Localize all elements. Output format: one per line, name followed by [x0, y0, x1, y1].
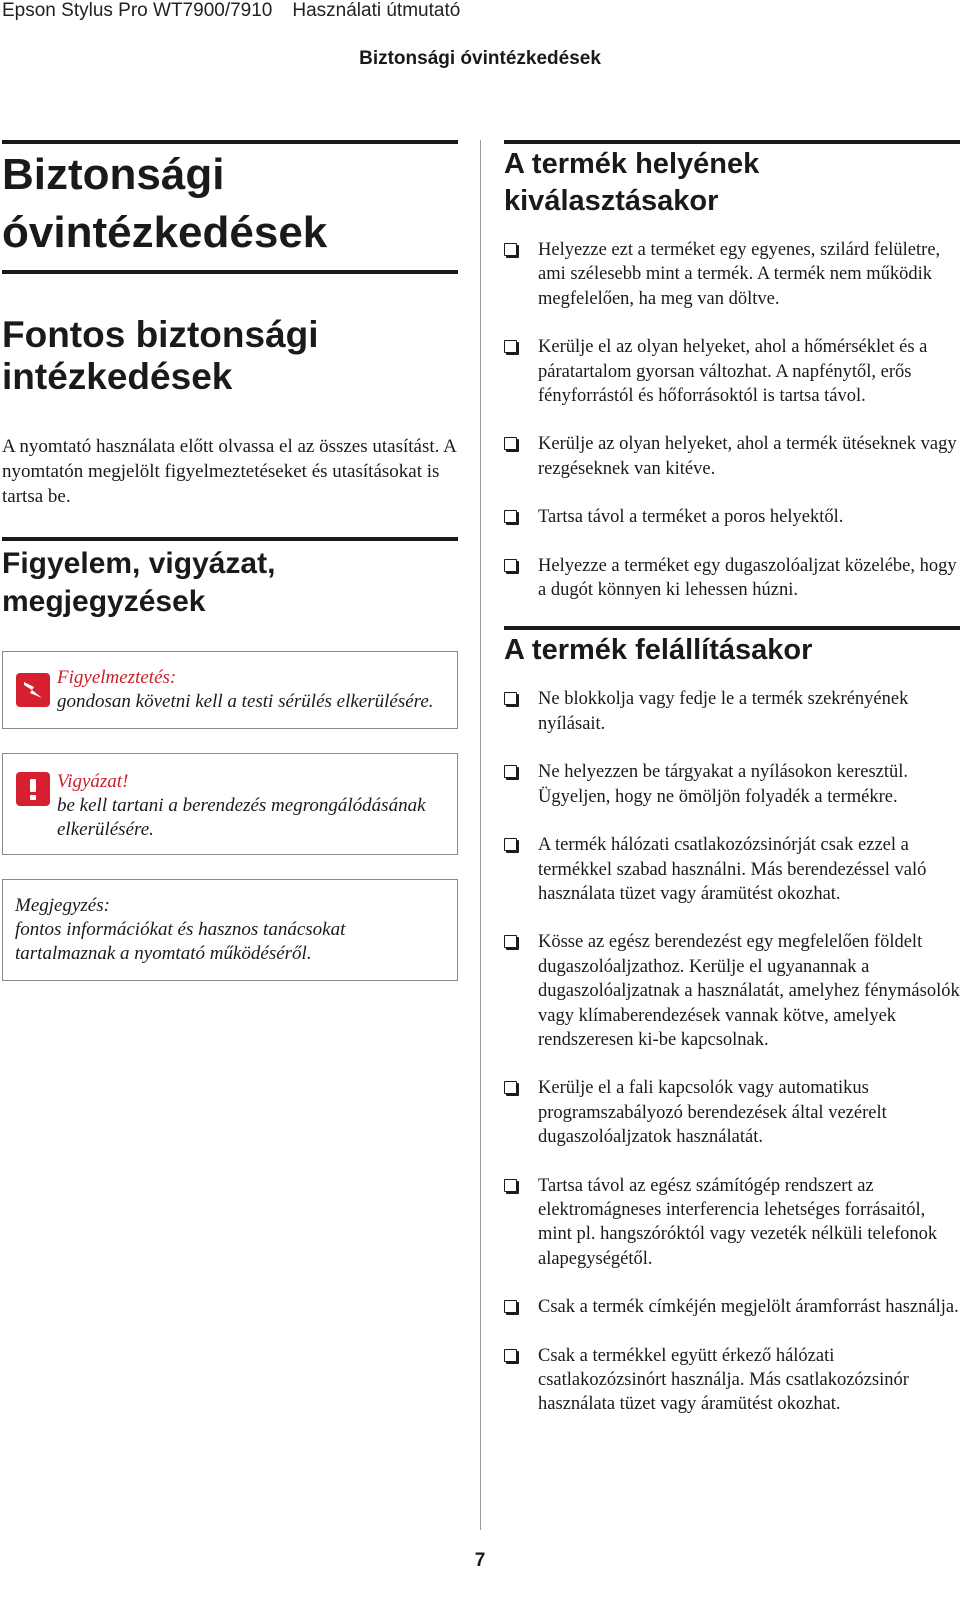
- list-item: Csak a termék címkéjén megjelölt áramforrást használja.: [504, 1295, 960, 1319]
- list-item: A termék hálózati csatlakozózsinórját csak ezzel a termékkel szabad használni. Más berendezéssel való használata tüzet vagy áramütést okozhat.: [504, 833, 960, 906]
- list-item: Helyezze ezt a terméket egy egyenes, szilárd felületre, ami szélesebb mint a termék. A termék nem működik megfelelően, ha meg van döltve.: [504, 238, 960, 311]
- list-item: Tartsa távol az egész számítógép rendszert az elektromágneses interferencia lehetséges forrásaitól, mint pl. hangszóróktól vagy vezeték nélküli telefonok alapegységétől.: [504, 1174, 960, 1272]
- warning-box: [2, 651, 458, 729]
- setup-heading: A termék felállításakor: [504, 634, 813, 667]
- checkbox-bullet-icon: [504, 838, 517, 851]
- section-title: Fontos biztonsági intézkedések: [2, 314, 319, 397]
- exclamation-icon: [16, 772, 50, 806]
- list-item: Kösse az egész berendezést egy megfelelően földelt dugaszolóaljzathoz. Kerülje el ugyanannak a dugaszolóaljzatnak a használatát, amelyhez fénymásolók vagy klímaberendezések vannak kötve, amelyek rendszeresen ki-be kapcsolnak.: [504, 930, 960, 1052]
- checkbox-bullet-icon: [504, 935, 517, 948]
- caution-text-line1: be kell tartani a berendezés megrongálódásának: [57, 795, 426, 816]
- intro-paragraph: A nyomtató használata előtt olvassa el az összes utasítást. A nyomtatón megjelölt figyelmeztetéseket és utasításokat is tartsa be.: [2, 436, 456, 507]
- checkbox-bullet-icon: [504, 765, 517, 778]
- product-name: Epson Stylus Pro WT7900/7910: [2, 0, 273, 21]
- checkbox-bullet-icon: [504, 1300, 517, 1313]
- note-title: Megjegyzés:: [15, 895, 110, 916]
- high-voltage-warning-icon: [16, 673, 50, 707]
- setup-list: [504, 687, 960, 1416]
- warning-title: Figyelmeztetés:: [57, 667, 177, 688]
- checkbox-bullet-icon: [504, 243, 517, 256]
- list-item: Kerülje az olyan helyeket, ahol a termék ütéseknek vagy rezgéseknek van kitéve.: [504, 432, 960, 481]
- caution-title: Vigyázat!: [57, 771, 129, 792]
- checkbox-bullet-icon: [504, 1349, 517, 1362]
- notices-title: Figyelem, vigyázat, megjegyzések: [2, 547, 276, 618]
- column-divider: [480, 140, 481, 1530]
- right-column: [504, 140, 960, 1441]
- list-item: Ne helyezzen be tárgyakat a nyílásokon keresztül. Ügyeljen, hogy ne ömöljön folyadék a termékre.: [504, 760, 960, 809]
- checkbox-bullet-icon: [504, 437, 517, 450]
- caution-box: [2, 753, 458, 855]
- left-column: [2, 140, 458, 981]
- running-header: [2, 0, 460, 22]
- list-item: Tartsa távol a terméket a poros helyektől.: [504, 505, 960, 529]
- warning-text: gondosan követni kell a testi sérülés elkerülésére.: [57, 691, 434, 712]
- section-header: Biztonsági óvintézkedések: [359, 48, 601, 69]
- checkbox-bullet-icon: [504, 1081, 517, 1094]
- checkbox-bullet-icon: [504, 692, 517, 705]
- note-text-line1: fontos információkat és hasznos tanácsokat: [15, 919, 346, 940]
- list-item: Csak a termékkel együtt érkező hálózati csatlakozózsinórt használja. Más csatlakozózsinór használata tüzet vagy áramütést okozhat.: [504, 1344, 960, 1417]
- checkbox-bullet-icon: [504, 510, 517, 523]
- guide-title: Használati útmutató: [292, 0, 461, 21]
- checkbox-bullet-icon: [504, 340, 517, 353]
- placement-list: [504, 238, 960, 602]
- chapter-title: Biztonsági óvintézkedések: [2, 150, 328, 257]
- checkbox-bullet-icon: [504, 1179, 517, 1192]
- placement-heading: A termék helyének kiválasztásakor: [504, 148, 760, 217]
- caution-text-line2: elkerülésére.: [57, 819, 154, 840]
- list-item: Kerülje el a fali kapcsolók vagy automatikus programszabályozó berendezések által vezérelt dugaszolóaljzatok használatát.: [504, 1076, 960, 1149]
- checkbox-bullet-icon: [504, 559, 517, 572]
- list-item: Kerülje el az olyan helyeket, ahol a hőmérséklet és a páratartalom gyorsan változhat. A napfénytől, erős fényforrástól és hőforrásoktól is tartsa távol.: [504, 335, 960, 408]
- list-item: Ne blokkolja vagy fedje le a termék szekrényének nyílásait.: [504, 687, 960, 736]
- rule: [2, 270, 458, 274]
- list-item: Helyezze a terméket egy dugaszolóaljzat közelébe, hogy a dugót könnyen ki lehessen húzni.: [504, 554, 960, 603]
- note-box: [2, 879, 458, 981]
- page-number: 7: [474, 1550, 486, 1571]
- note-text-line2: tartalmaznak a nyomtató működéséről.: [15, 943, 312, 964]
